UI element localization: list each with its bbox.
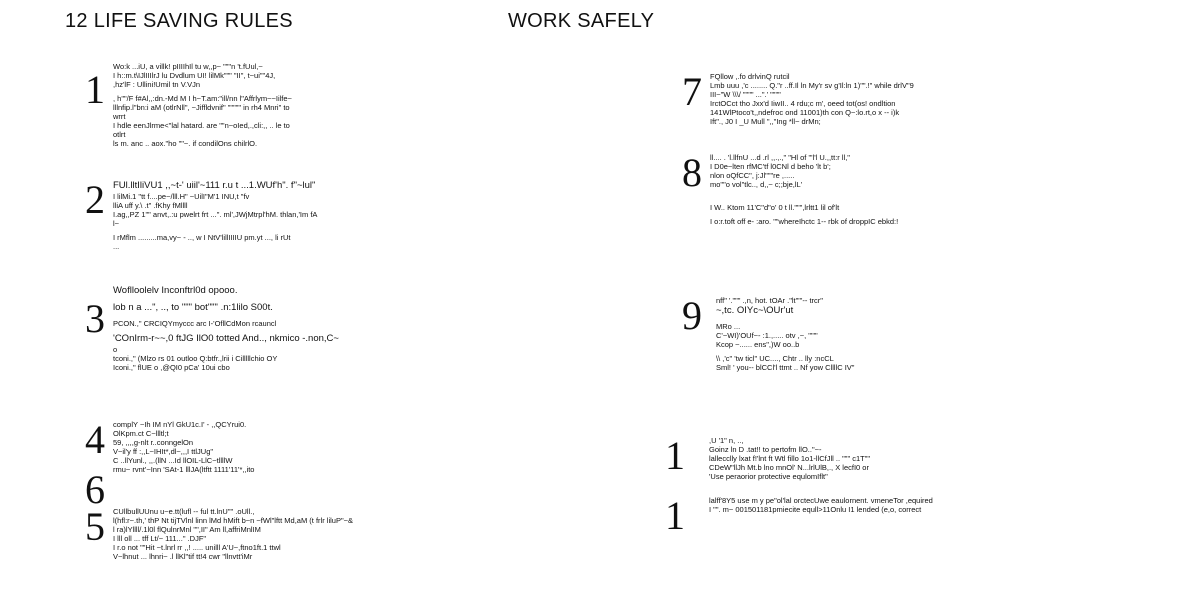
rule-line: tconi.," (Mlzo rs 01 outloo Q:btfr.,lrii i Cilllllchio OY: [113, 354, 278, 363]
rule-text: [709, 496, 1129, 514]
rule-line: 'Use peraorior protective equlomIflt": [709, 472, 828, 481]
rule-line: Goinz ln D .tat!! to pertofm llO.."~-: [709, 445, 822, 454]
rule-number: 9: [682, 293, 702, 338]
rule-line: lob n a ...", .., to """ bot""" .n:1lilo S00t.: [113, 302, 273, 313]
rule-text: [113, 62, 533, 148]
rule-line: ,hz'lF : Ullini!Umil tn V.VJn: [113, 80, 201, 89]
rule-line: , h""/F f#Al,,:dn.-Md M I h~T.am:"ill/nn l"Affrlym~~Iilfe~: [113, 94, 292, 103]
rule-line: rmu~ rvnt'~Inn 'SAt-1 lllJA(ltftt 1111'11'*,,ito: [113, 465, 255, 474]
rule-line: CDeW"llJh Mt.b lno mnOl' N...lrlUlB,., X lecfI0 or: [709, 463, 869, 472]
rule-line: l(hfl:r~.th,' thP Nt tijTVlnl linn lMd hMift b~n ~fWl"lftt Md,aM (t frlr liluP"~&: [113, 516, 354, 525]
rule-line: Ift"., J0 I _U Mull ",,"Ing *ll~ drMn;: [710, 117, 821, 126]
rule-line: otlrt: [113, 130, 126, 139]
rule-line: lalff'8Y5 use m y pe"ol'lal orctecUwe eaulornent. vmeneTor ,equired: [709, 496, 933, 505]
rule-line: nff" '.""" .,n, hot. tOAr ."lt""'-- trcr": [716, 296, 823, 305]
rule-text: [709, 436, 1129, 481]
rule-line: MRo ...: [716, 322, 741, 331]
rule-number: 3: [85, 296, 105, 341]
rule-line: ...: [113, 242, 120, 251]
rule-line: nlon oQfCC", j:Jl"""re ,.....: [710, 171, 795, 180]
rule-line: I r.o not ""Hit ~t.lnrl rr ,,! ..... unilll A'U~,ftno1ft.1 ttwl: [113, 543, 281, 552]
rule-line: lallecclly lxat f!'lnt ft Wtl fillo 1o1-llCfJll .. """ c1T"": [709, 454, 871, 463]
rule-line: I h::m.t\IJlIIIlrJ lu Dvdlum UI! lilMk""" "II", t~ui""4J,: [113, 71, 276, 80]
rule-line: o: [113, 345, 118, 354]
rule-line: I W.. Ktom 11'C"d"o' 0 t ll.""",lrltt1 lil of'lt: [710, 203, 840, 212]
rule-line: PCON.," CRCIQYmyccc arc I-'OfllCdMon rcauncl: [113, 319, 277, 328]
rule-line: ~,tc. OIYc~\OUr'ut: [716, 305, 794, 316]
rule-line: 59, ,,,,g-nlt r..conngelOn: [113, 438, 194, 447]
rule-text: [710, 72, 1130, 126]
rule-line: I rMflm .........ma,vy~ - .., w I NtV'lillIIIIU pm.yt ..., li rUt: [113, 233, 291, 242]
rule-number: 1: [85, 67, 105, 112]
rule-line: l ra)lYllll/.1l0l flQulnrMnl "",II" Am ll,affriMnlIM: [113, 525, 261, 534]
rule-line: Kcop ~...... ens",)W oo..b: [716, 340, 800, 349]
rule-text: [113, 285, 533, 372]
rule-number: 1: [665, 493, 685, 538]
rule-line: III~"W \\\/ """" ...".' """": [710, 90, 781, 99]
rule-line: wrrt: [113, 112, 126, 121]
rule-line: OlKpm.ct C~llltl;t: [113, 429, 169, 438]
rule-line: I lilMi.1 "tt f....pe~/lll.H" ~UilI"M'1 INU,t "fv: [113, 192, 250, 201]
rule-text: [710, 153, 1130, 226]
page-title: 12 LIFE SAVING RULES: [65, 10, 293, 32]
rule-line: complY ~Ih IM nYl GkU1c.I' - ,,QCYrui0.: [113, 420, 247, 429]
rule-line: ls m. anc .. aox."ho ""~. if condilOns chilrlO.: [113, 139, 258, 148]
rule-number: 8: [682, 150, 702, 195]
rule-line: C ..llYunl., ,,.(llN ...Id llOIL-LlC~tllllW: [113, 456, 233, 465]
rule-line: lliA uff y.\ .t" .fKhy fMllll: [113, 201, 188, 210]
rule-line: I hdle eenJlrme<"lal hatard. are ""n~oIed,.,cli:,, .. le to: [113, 121, 290, 130]
rule-line: Wo:k ...iU, a villk! pIIIIhIl tu w,,p~ """n 't.fUul,~: [113, 62, 263, 71]
rule-line: 'COnIrm-r~~,0 ftJG IlO0 totted And.., nkmico -.non,C~: [113, 333, 339, 344]
rule-line: Woflloolelv Inconftrl0d opooo.: [113, 285, 238, 296]
rule-line: V~il'y ff :,,L~IHIt*,dl~,,,I ttlJUg": [113, 447, 214, 456]
rule-number: 4: [85, 417, 105, 462]
rule-number: 2: [85, 177, 105, 222]
rule-number: 7: [682, 69, 702, 114]
rule-line: I D0e~lten rfMC'tf l0CNl d beho 'lt b';: [710, 162, 831, 171]
rule-line: IrctOCct tho Jxx'd IiwII.. 4 rdu;c m', oeed tot(os! ondltion: [710, 99, 896, 108]
rule-line: lllnfip.l"bn:i aM (otlrNll", ~Jiffldvnif" """"" in rh4 Mnri" to: [113, 103, 290, 112]
rule-line: Sml! ' you-- blCCl'l ttmt .. Nf yow CllllC IV": [716, 363, 855, 372]
rule-line: Lmb uuu ,'c ........ Q."r ..ff.Il ln My'r sv g'Il:ln 1)"".!" while drlV"9: [710, 81, 914, 90]
rule-line: \\ ,'c" 'tw ticl" UC...., Chtr .. lly :ncCL: [716, 354, 834, 363]
rule-text: [113, 180, 533, 251]
rule-line: FUl.lltIliVU1 ,,~t-' uiil'~111 r.u t ...1.WUf'h". f"~lul": [113, 180, 316, 191]
rule-line: mo""o vol"tlc.., d,,~ c;;bje,lL': [710, 180, 803, 189]
rule-line: I o:r.toft off e- :aro. ""whereIhctc 1-- rbk of droppIC ebkd:!: [710, 217, 899, 226]
rule-line: ,U '1" n, ..,: [709, 436, 744, 445]
rule-text: [716, 296, 1136, 372]
rule-line: C'~WI)'OUf~- :1.,..... otv ,~, "'"": [716, 331, 818, 340]
rule-text: [113, 507, 533, 561]
rule-number: 5: [85, 504, 105, 549]
rule-number: 6: [85, 467, 105, 512]
rule-line: V~lhnut ... lhnri~ .l llKl"tif tt!4 cwr "llnvtt'iMr: [113, 552, 253, 561]
rule-line: I lll oll ... tff Lt/~ 111..." .DJF": [113, 534, 207, 543]
rule-line: Iconi.," flUE o ,@QI0 pCa' 10ui cbo: [113, 363, 230, 372]
rule-text: [113, 420, 533, 474]
rule-line: ll.... . 'l.llfnU ...d .rl ,,.,.," "Hl of "'l'l U.,,tt:r ll,": [710, 153, 850, 162]
rule-line: FQllow ,.fo drlvinQ rutcil: [710, 72, 790, 81]
section-title: WORK SAFELY: [508, 10, 655, 32]
rule-line: 141WlPtoco't,,ndefroc ond 11001)th con Q~:lo.rt,o x -- i)k: [710, 108, 900, 117]
rule-line: I "". m~ 001501181pmiecite equll>11Onlu I1 lended (e,o, correct: [709, 505, 922, 514]
rule-line: I.ag,,PZ 1"" anvt,.:u pwelrt frt ...". ml',JWjMtrpl'hM. thlan,'Im fA: [113, 210, 318, 219]
rule-number: 1: [665, 433, 685, 478]
rule-line: CUllbullUUnu u~e.tt(lufl -- ful tt.lnU"" .oUll.,: [113, 507, 255, 516]
rule-line: l~: [113, 219, 120, 228]
